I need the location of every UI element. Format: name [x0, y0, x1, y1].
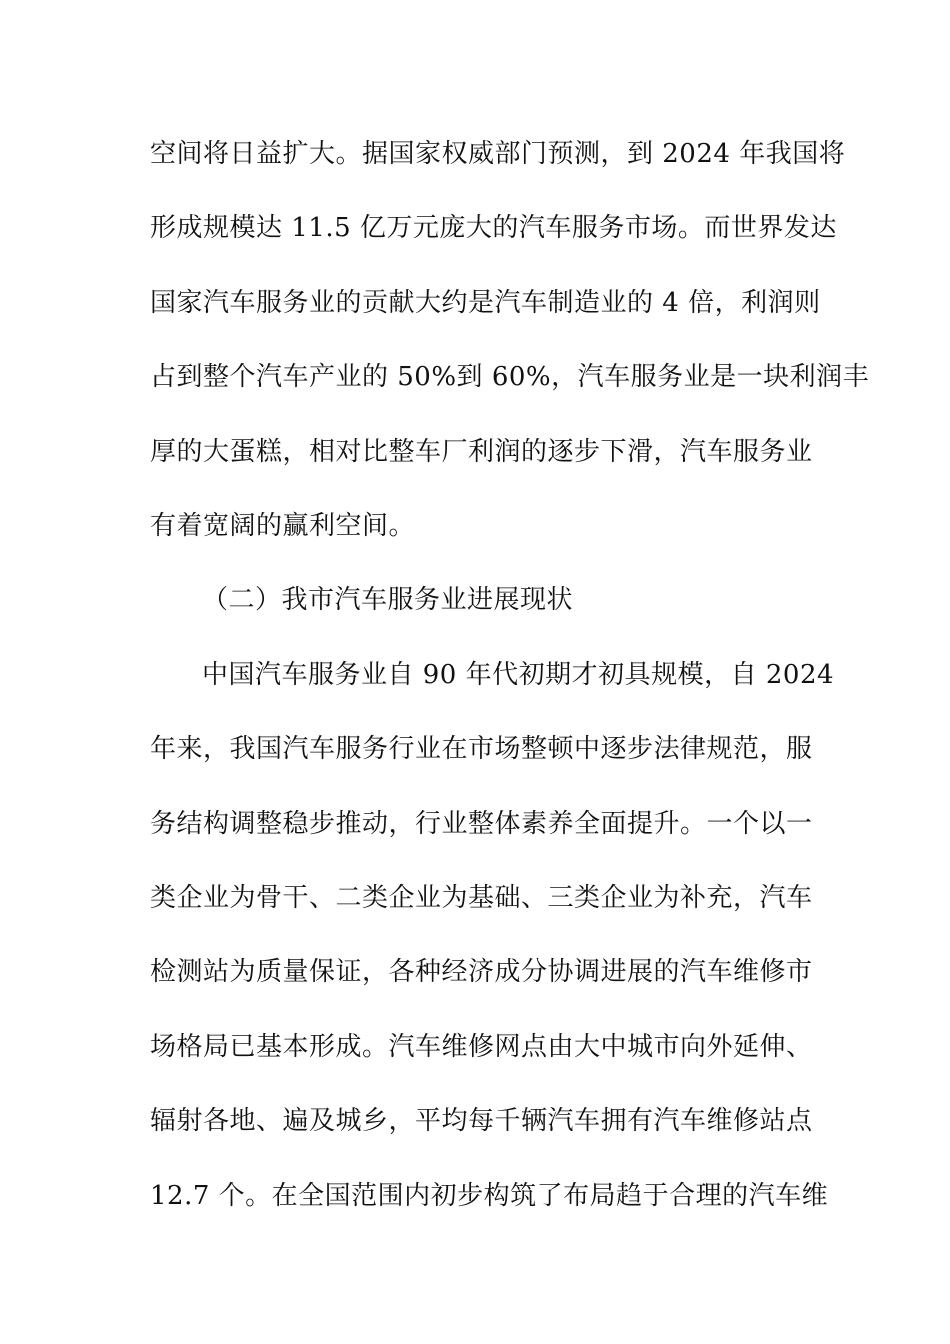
text-line: 中国汽车服务业自 90 年代初期才初具规模，自 2024	[202, 660, 835, 690]
text-line: 年来，我国汽车服务行业在市场整顿中逐步法律规范，服	[150, 734, 813, 764]
text-line: 务结构调整稳步推动，行业整体素养全面提升。一个以一	[150, 809, 813, 839]
text-line: 场格局已基本形成。汽车维修网点由大中城市向外延伸、	[150, 1032, 813, 1062]
text-line: 空间将日益扩大。据国家权威部门预测，到 2024 年我国将	[150, 139, 846, 169]
text-line: 辐射各地、遍及城乡，平均每千辆汽车拥有汽车维修站点	[150, 1106, 813, 1136]
text-line: 12.7 个。在全国范围内初步构筑了布局趋于合理的汽车维	[150, 1181, 829, 1211]
text-line: 厚的大蛋糕，相对比整车厂利润的逐步下滑，汽车服务业	[150, 437, 813, 467]
text-line: 形成规模达 11.5 亿万元庞大的汽车服务市场。而世界发达	[150, 213, 837, 243]
text-line: 检测站为质量保证，各种经济成分协调进展的汽车维修市	[150, 957, 813, 987]
text-line: 有着宽阔的赢利空间。	[150, 511, 416, 541]
text-line: 类企业为骨干、二类企业为基础、三类企业为补充，汽车	[150, 883, 813, 913]
text-line: 占到整个汽车产业的 50%到 60%，汽车服务业是一块利润丰	[150, 362, 870, 392]
text-line: 国家汽车服务业的贡献大约是汽车制造业的 4 倍，利润则	[150, 288, 821, 318]
section-heading: （二）我市汽车服务业进展现状	[202, 585, 574, 615]
